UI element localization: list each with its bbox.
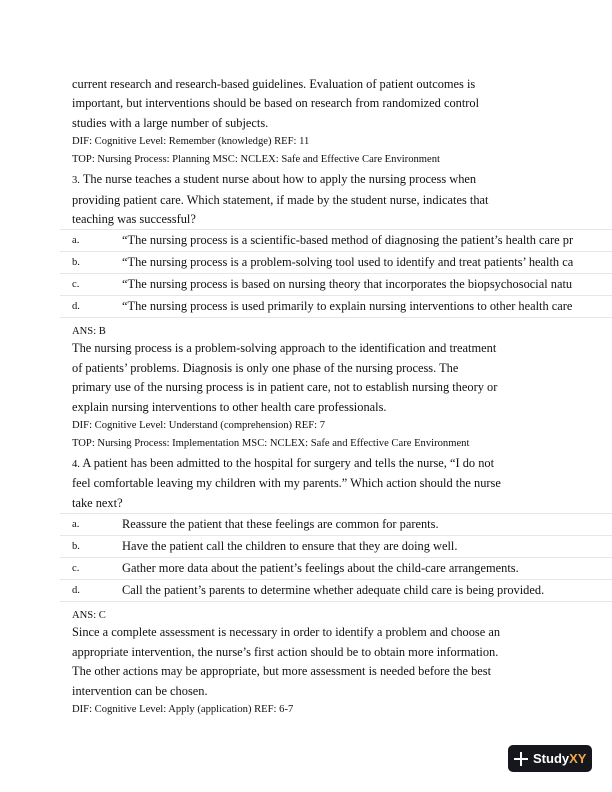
answer-option [60,579,612,602]
option-letter: c. [72,279,80,291]
rationale-line: of patients’ problems. Diagnosis is only one phase of the nursing process. The [72,360,459,375]
option-letter: d. [72,301,80,313]
text-line: important, but interventions should be based on research from randomized control [72,96,480,111]
dif-line: DIF: Cognitive Level: Remember (knowledge) REF: 11 [72,136,310,148]
question-stem-line: providing patient care. Which statement, if made by the student nurse, indicates that [72,192,489,207]
option-letter: c. [72,563,80,575]
option-text: “The nursing process is based on nursing theory that incorporates the biopsychosocial natu [122,277,573,292]
answer-option [60,229,612,251]
rationale-line: The other actions may be appropriate, but more assessment is needed before the best [72,664,492,679]
option-text: Reassure the patient that these feelings are common for parents. [122,517,439,532]
answer-options [60,229,612,318]
question-4 [72,454,612,717]
option-letter: a. [72,235,80,247]
answer-option [60,557,612,579]
question-stem-line: 3. The nurse teaches a student nurse about how to apply the nursing process when [72,172,477,187]
rationale-line: primary use of the nursing process is in patient care, not to establish nursing theory or [72,380,498,395]
option-letter: b. [72,257,80,269]
option-text: Have the patient call the children to ensure that they are doing well. [122,539,458,554]
dif-line: DIF: Cognitive Level: Understand (comprehension) REF: 7 [72,420,326,432]
option-letter: b. [72,541,80,553]
intro-rationale [72,75,612,133]
answer-option [60,535,612,557]
text-line: studies with a large number of subjects. [72,115,269,130]
answer-option [60,513,612,535]
topic-line: TOP: Nursing Process: Implementation MSC: NCLEX: Safe and Effective Care Environment [72,438,470,450]
rationale-line: Since a complete assessment is necessary in order to identify a problem and choose an [72,625,501,640]
option-text: Gather more data about the patient’s feelings about the child-care arrangements. [122,561,519,576]
question-number: 4. [72,459,80,471]
document-body [72,75,612,720]
rationale-line: intervention can be chosen. [72,683,208,698]
rationale-line: explain nursing interventions to other health care professionals. [72,399,387,414]
question-3 [72,170,612,451]
option-text: Call the patient’s parents to determine whether adequate child care is being provided. [122,583,545,598]
answer-options [60,513,612,602]
option-text: “The nursing process is a scientific-based method of diagnosing the patient’s health care pr [122,233,574,248]
option-text: “The nursing process is a problem-solving tool used to identify and treat patients’ health ca [122,255,574,270]
text-line: current research and research-based guidelines. Evaluation of patient outcomes is [72,77,476,91]
plus-icon [514,752,528,766]
answer-option [60,273,612,295]
question-stem-line: feel comfortable leaving my children with my parents.” Which action should the nurse [72,476,501,491]
option-text: “The nursing process is used primarily to explain nursing interventions to other health care [122,299,573,314]
rationale-line: appropriate intervention, the nurse’s first action should be to obtain more information. [72,644,499,659]
option-letter: a. [72,519,80,531]
dif-line: DIF: Cognitive Level: Apply (application) REF: 6-7 [72,703,294,715]
studyxy-logo [508,745,592,772]
question-stem-line: 4. A patient has been admitted to the hospital for surgery and tells the nurse, “I do not [72,456,495,471]
question-number: 3. [72,175,80,187]
question-stem-line: teaching was successful? [72,212,196,227]
rationale-line: The nursing process is a problem-solving approach to the identification and treatment [72,341,497,356]
question-stem-line: take next? [72,495,123,510]
option-letter: d. [72,585,80,597]
answer-option [60,251,612,273]
answer-key: ANS: C [72,610,106,622]
answer-key: ANS: B [72,326,106,338]
topic-line: TOP: Nursing Process: Planning MSC: NCLEX: Safe and Effective Care Environment [72,154,440,166]
answer-option [60,295,612,318]
logo-text-xy: XY [569,751,587,766]
logo-text-study: Study [533,751,570,766]
